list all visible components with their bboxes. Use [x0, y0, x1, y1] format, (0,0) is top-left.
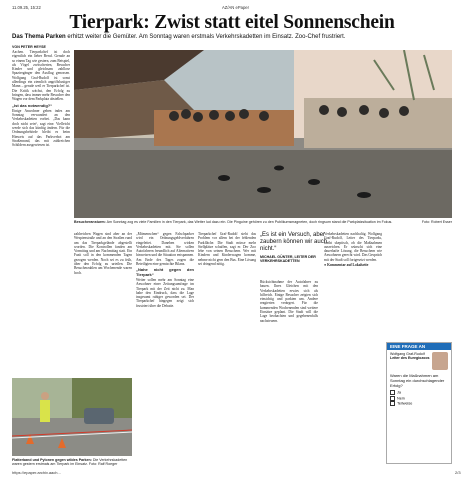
secondary-photo [12, 378, 132, 456]
zoo-penguin-enclosure-photo [74, 50, 452, 218]
column-1-intro: Aachen. Tierparkchef ist doch eigentlich ein lieber Beruf. Gerade an so einem Tag wie gestern, zum Beispiel, als Vögel zwitscherten, Besucher Kinder und gleichsam zahllose Spaziergänger den Ausflug genossen. Wolfgang Graf-Rudolf ist sonst allerdings ein ziemlich angriffslustiger Mann – gerade weil er Tierparkchef ist. Die Kritik wächst, den Erfolg zu bringen, dass immer mehr Besucher den Wagen vor dem Parkplatz abstellen. [12, 50, 70, 102]
text-column-1 [12, 50, 70, 282]
poll-person-portrait [432, 352, 448, 370]
poll-person-name: Wolfgang Graf-Rudolf [390, 352, 425, 356]
column-3-body: „Mitmenschen“ gegen Falschparker wird ein Ordnungsgeldverfahren eingeleitet. Daneben wirken Verkehrskadetten mit. Sie sollen Autofahrern freundlich auf Alternativen hinweisen und die Situation entspannen. Am Ende des Tages zogen die Beteiligten eine gemischte Bilanz. [136, 232, 194, 267]
column-4-body: Tierparkchef Graf-Rudolf sieht das Problem vor allem bei der fehlenden Parkfläche. Die Stadt müsse mehr Stellplätze schaffen, sagt er. Der Zoo lebe von seinen Besuchern. Wer mit Kindern und Kinderwagen komme, nehme nicht gern den Bus. Eine Lösung sei dringend nötig. [198, 232, 256, 267]
traffic-cadets-photo [12, 378, 132, 456]
text-column-4 [198, 232, 256, 482]
column-5-body: Rücksichtnahme der Autofahrer zu bauen. Ihres Gleichen mit den Verkehrskadetten erwies sich als hilfreich. Einige Besucher zeigten sich einsichtig und parkten um. Andere reagierten verärgert. Für die kommenden Wochenenden sind weitere Einsätze geplant. Die Stadt will die Lage beobachten und gegebenenfalls nachsteuern. [260, 280, 318, 323]
checkbox-icon[interactable] [390, 401, 395, 406]
article-byline: VON PETER HEYSE [12, 45, 46, 49]
commentary-pointer: ● Kommentar auf Lokalseite [324, 263, 369, 268]
column-3-body-2: Weiter sollen mehr am Sonntag eine Anwohner einer Zeitungsumfrage im Tierpark mit der Zeit nicht zu. Man habe den Eindruck, dass die Lage insgesamt ruhiger geworden sei. Der Tierparkchef hingegen zeigt sich frustriert über die Debatte. [136, 277, 194, 308]
column-2-body: zahlreichen Wagen sind aber an der Wespienstraße und an den Straßen rund um das Tierparkgelände abgestellt worden. Die Kontrollen fanden am Vormittag und am Nachmittag statt. Ein Fazit soll in den kommenden Tagen gezogen werden. Noch sei es zu früh, über den Erfolg zu urteilen. Die Besucherzahlen am Wochenende waren hoch. [74, 232, 132, 275]
text-column-2 [74, 232, 132, 382]
newspaper-page [12, 12, 452, 467]
column-1-subheading: „Ist das notwendig?“ [12, 102, 53, 108]
main-caption-lead: Besucheransturm: [74, 220, 106, 224]
secondary-photo-caption [12, 458, 132, 466]
poll-option-2[interactable]: Nein [387, 396, 451, 402]
main-photo-caption [74, 220, 452, 224]
text-column-6 [324, 232, 382, 452]
main-caption-text: Am Sonntag zog es viele Familien in den Tierpark, das Wetter lud dazu ein. Die Pinguine gehören zu den Publikumsmagneten, doch ringsum stand die Parkplatzsituation im Fokus. [105, 220, 393, 224]
print-timestamp: 11.09.25, 15:22 [12, 5, 41, 10]
poll-person-role: Leiter des Euregiozoos [390, 356, 430, 361]
secondary-caption-lead: Flatterband und Pylonen gegen wildes Parken: [12, 458, 92, 462]
subhead-text: erhitzt weiter die Gemüter. Am Sonntag waren erstmals Verkehrskadetten im Einsatz. Zoo-Chef frustriert. [65, 34, 346, 40]
secondary-caption-text: Die Verkehrskadetten waren gestern erstmals am Tierpark im Einsatz. [12, 458, 128, 467]
column-6-body: Verkehrskadetten nachhaltig. Wolfgang Graf-Rudolf, Leiter des Tierparks, bleibt skeptisch, ob die Maßnahmen ausreichen. Er wünscht sich eine dauerhafte Lösung, die Besuchern wie Anwohnern gerecht wird. Das Gespräch mit der Stadt soll fortgesetzt werden. [324, 232, 382, 262]
browser-title: AZ/AN ePaper [222, 5, 249, 10]
article-headline: Tierpark: Zwist statt eitel Sonnenschein [69, 12, 395, 33]
text-column-3 [136, 232, 194, 482]
checkbox-icon[interactable] [390, 396, 395, 401]
quote-text: „Es ist ein Versuch, aber zaubern können wir auch nicht.“ [260, 232, 328, 252]
poll-header: EINE FRAGE AN [387, 343, 451, 350]
main-photo-credit: Foto: Robert Esser [421, 220, 452, 224]
secondary-photo-credit: Foto: Ralf Roeger [88, 462, 118, 467]
article-subhead [12, 34, 452, 41]
poll-option-1[interactable]: Ja [387, 390, 451, 396]
column-3-subheading: „Nahe nicht gegen den Tierpark“ [136, 267, 194, 277]
poll-person [387, 350, 451, 372]
poll-question: Waren die Maßnahmen am Sonntag ein durchschlagender Erfolg? [390, 373, 445, 388]
poll-box [386, 342, 452, 464]
main-photo [74, 50, 452, 218]
text-column-5 [260, 280, 318, 460]
browser-url: https://epaper.archiv.aach... [12, 470, 61, 475]
page-counter: 2/3 [455, 470, 461, 475]
column-1-body: Einige Anwohner gehen indes am Sonntag verwundert an den Verkehrskadetten vorbei. „Das kann doch nicht sein“, sagt eine. Vielleicht werde sich das künftig ändern. Für die Ordnungsbehörde bleibt es beim Hinweis auf das Parkverbot am Straßenrand, das mit zahlreichen Schildern ausgewiesen ist. [12, 108, 70, 148]
poll-option-3[interactable]: Teilweise [387, 401, 451, 407]
quote-author: MICHAEL GÜNTER, LEITER DER VERKEHRSKADETTEN [260, 255, 316, 263]
subhead-lead: Das Thema Parken [12, 34, 66, 40]
checkbox-icon[interactable] [390, 390, 395, 395]
